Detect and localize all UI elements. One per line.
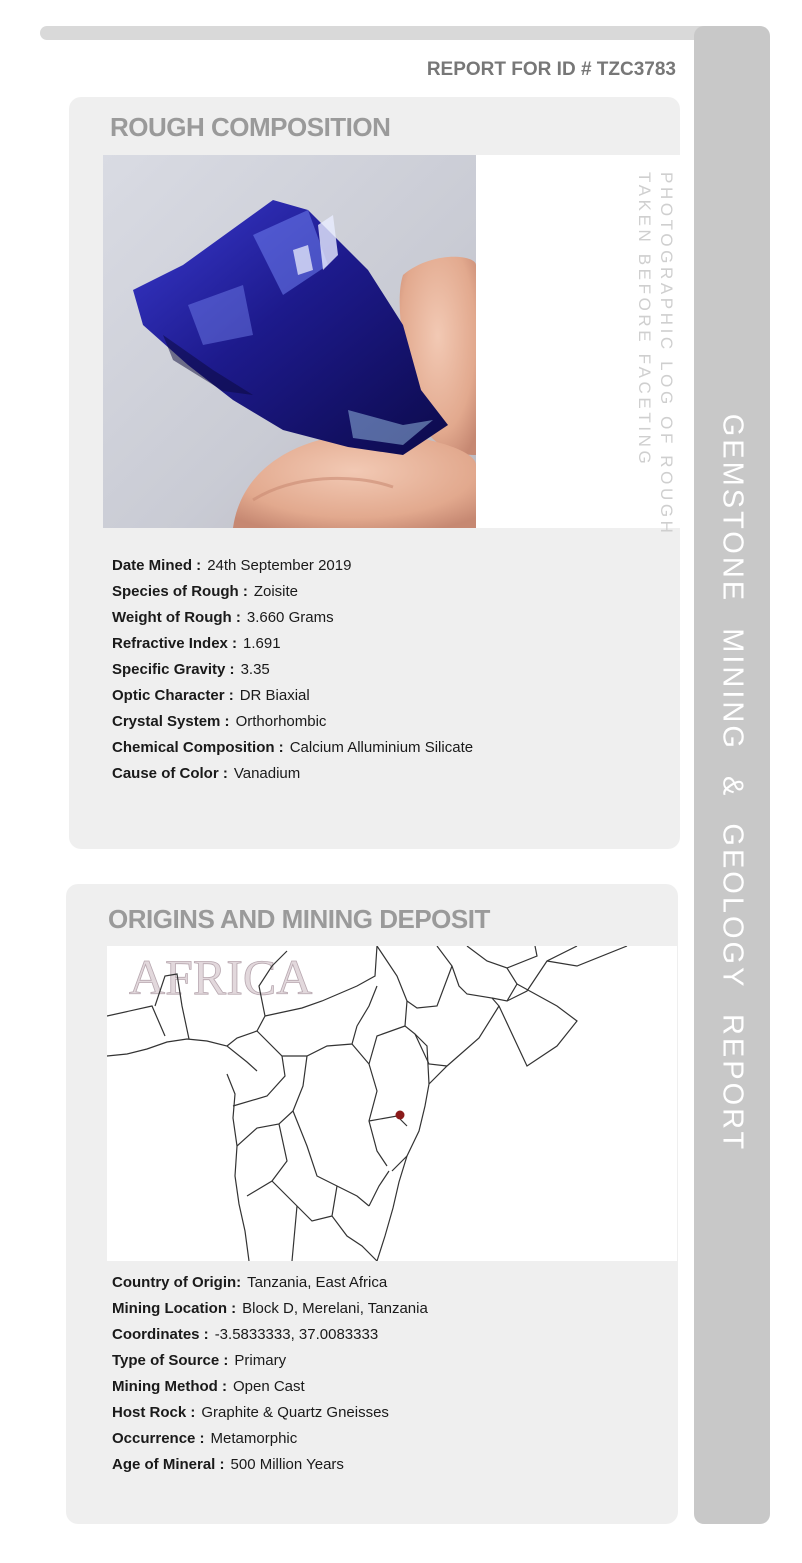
photo-caption — [632, 172, 678, 537]
rough-specs-list — [112, 553, 473, 787]
spec-row: Cause of Color : Vanadium — [112, 765, 301, 782]
rough-photo-graphic — [103, 155, 476, 528]
spec-row: Specific Gravity : 3.35 — [112, 661, 270, 678]
photo-caption-line-2: TAKEN BEFORE FACETING — [635, 172, 654, 468]
spec-row: Crystal System : Orthorhombic — [112, 713, 327, 730]
rough-photo — [103, 155, 476, 528]
africa-map — [107, 946, 677, 1261]
spec-row: Country of Origin: Tanzania, East Africa — [112, 1274, 388, 1291]
spec-row: Host Rock : Graphite & Quartz Gneisses — [112, 1404, 389, 1421]
photo-caption-line-1: PHOTOGRAPHIC LOG OF ROUGH — [657, 172, 676, 537]
spec-row: Species of Rough : Zoisite — [112, 583, 299, 600]
side-banner-title-wrap — [694, 26, 770, 1524]
africa-map-graphic — [107, 946, 677, 1261]
spec-row: Refractive Index : 1.691 — [112, 635, 281, 652]
map-label: AFRICA — [129, 949, 313, 1005]
spec-row: Type of Source : Primary — [112, 1352, 287, 1369]
origins-title: ORIGINS AND MINING DEPOSIT — [108, 904, 490, 934]
rough-composition-title: ROUGH COMPOSITION — [110, 112, 391, 142]
spec-row: Weight of Rough : 3.660 Grams — [112, 609, 334, 626]
origins-specs-list — [112, 1270, 428, 1478]
spec-row: Mining Location : Block D, Merelani, Tanzania — [112, 1300, 428, 1317]
spec-row: Date Mined : 24th September 2019 — [112, 557, 352, 574]
mine-location-marker — [396, 1111, 405, 1120]
spec-row: Chemical Composition : Calcium Alluminium Silicate — [112, 739, 474, 756]
spec-row: Coordinates : -3.5833333, 37.0083333 — [112, 1326, 379, 1343]
rough-photo-frame — [103, 155, 680, 537]
spec-row: Mining Method : Open Cast — [112, 1378, 305, 1395]
spec-row: Optic Character : DR Biaxial — [112, 687, 310, 704]
report-id: REPORT FOR ID # TZC3783 — [426, 59, 676, 80]
spec-row: Age of Mineral : 500 Million Years — [112, 1456, 344, 1473]
spec-row: Occurrence : Metamorphic — [112, 1430, 298, 1447]
side-banner-title: GEMSTONE MINING & GEOLOGY REPORT — [716, 413, 749, 1153]
top-decor-bar — [40, 26, 730, 40]
